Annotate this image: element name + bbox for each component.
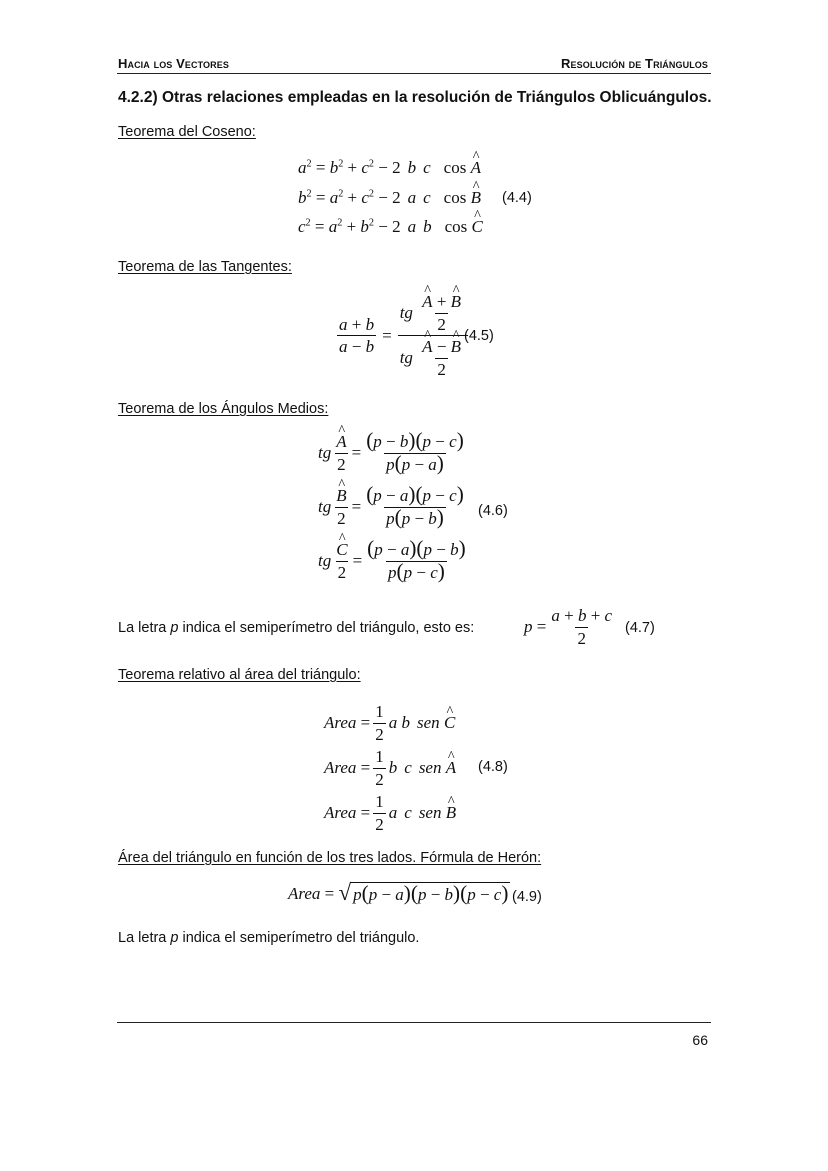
area-eq-a: Area = $\frac{1}{2}$ b c sen ^ A — [324, 747, 456, 789]
cosine-eq-a: $a^2 = b^2 + c^2 - 2$ b c cos ^ A — [298, 158, 481, 178]
eq-number-4-9: (4.9) — [512, 889, 542, 905]
eq-number-4-5: (4.5) — [464, 328, 494, 344]
closing-var: p — [170, 930, 179, 946]
page-number: 66 — [692, 1032, 708, 1048]
half-angle-eq-a: tg ^ $\frac{A}{2}$ = $\frac{(p - b)(p - c)}{p(p - a)}$ — [318, 432, 469, 474]
fraction-a-plus-b-over-a-minus-b: $\frac{a + b}{a - b}$ — [339, 314, 375, 357]
header-left-text: Hacia los Vectores — [118, 56, 229, 71]
subhead-area: Teorema relativo al área del triángulo: — [118, 667, 361, 683]
semiperimeter-equation: p = $\frac{a + b + c}{2}$ — [524, 606, 613, 648]
half-angle-eq-c: tg ^ $\frac{C}{2}$ = $\frac{(p - a)(p - b)}{p(p - c)}$ — [318, 540, 471, 582]
section-title: 4.2.2) Otras relaciones empleadas en la resolución de Triángulos Oblicuángulos. — [118, 89, 712, 106]
cosine-eq-c: $c^2 = a^2 + b^2 - 2$ a b cos ^ C — [298, 217, 483, 237]
eq-number-4-8: (4.8) — [478, 759, 508, 775]
semiperimeter-paragraph — [118, 620, 474, 636]
heron-equation: Area = √ p(p − a)(p − b)(p − c) — [288, 880, 509, 905]
semiperimeter-var: p — [170, 620, 179, 636]
tangent-law-equation: $\frac{a + b}{a - b}$ = tg ^ $\frac{A + \^{} B}{2}$ tg ^ $\frac{A - \^{} B}{2}$ — [334, 292, 471, 379]
closing-text-after: indica el semiperímetro del triángulo. — [178, 930, 420, 946]
closing-paragraph — [118, 930, 419, 946]
subhead-coseno: Teorema del Coseno: — [118, 124, 256, 140]
closing-text-before: La letra — [118, 930, 171, 946]
eq-number-4-4: (4.4) — [502, 190, 532, 206]
cosine-eq-b: $b^2 = a^2 + c^2 - 2$ a c cos ^ B — [298, 188, 481, 208]
semiperimeter-text-before: La letra — [118, 620, 171, 636]
eq-number-4-6: (4.6) — [478, 503, 508, 519]
subhead-angulos-medios: Teorema de los Ángulos Medios: — [118, 401, 329, 417]
footer-rule — [117, 1022, 711, 1023]
area-eq-b: Area = $\frac{1}{2}$ a c sen ^ B — [324, 792, 456, 834]
header-rule — [117, 73, 711, 74]
subhead-tangentes: Teorema de las Tangentes: — [118, 259, 292, 275]
fraction-tangent-ratio: tg ^ $\frac{A + \^{} B}{2}$ tg ^ $\frac{A - \^{} B}{2}$ — [398, 292, 468, 379]
semiperimeter-text-after: indica el semiperímetro del triángulo, esto es: — [178, 620, 475, 636]
header-right-text: Resolución de Triángulos — [561, 56, 708, 71]
running-header-right — [561, 56, 708, 71]
eq-number-4-7: (4.7) — [625, 620, 655, 636]
half-angle-eq-b: tg ^ $\frac{B}{2}$ = $\frac{(p - a)(p - c)}{p(p - b)}$ — [318, 486, 469, 528]
subhead-heron: Área del triángulo en función de los tres lados. Fórmula de Herón: — [118, 850, 542, 866]
running-header-left — [118, 56, 229, 71]
area-eq-c: Area = $\frac{1}{2}$ a b sen ^ C — [324, 702, 455, 744]
